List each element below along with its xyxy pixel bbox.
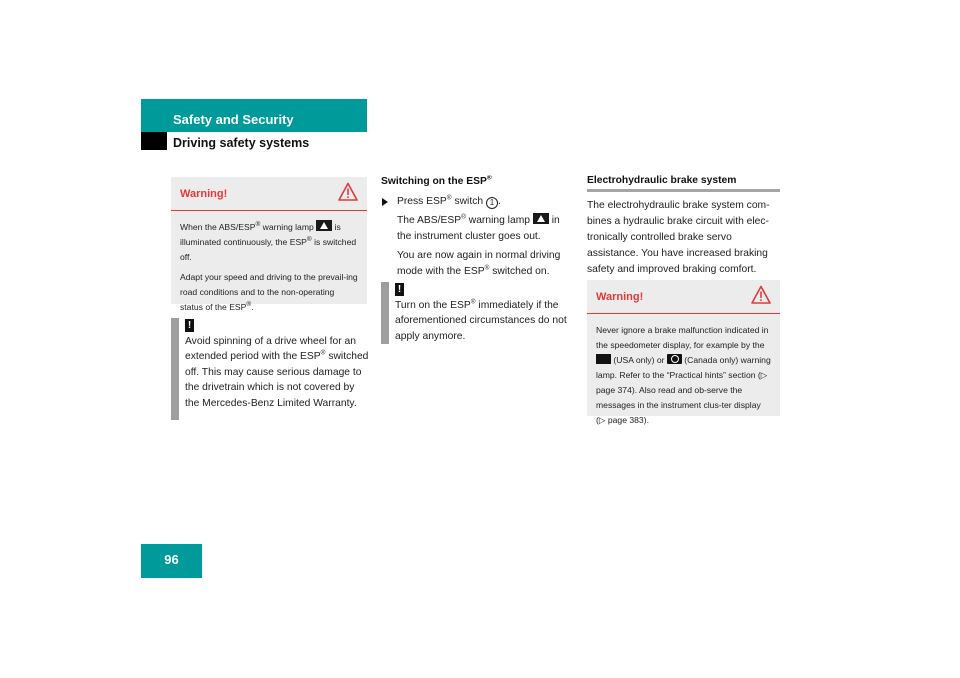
notice-mark-icon: !	[185, 319, 194, 332]
warning-box-esp-off	[171, 177, 367, 312]
warning-header	[171, 177, 367, 211]
warning-paragraph: When the ABS/ESP® warning lamp is illuminated continuously, the ESP® is switched off.	[180, 221, 357, 262]
warning-title: Warning!	[596, 291, 644, 303]
warning-header	[587, 280, 780, 314]
subsection-title: Driving safety systems	[173, 136, 310, 150]
section-heading: Switching on the ESP®	[381, 174, 492, 187]
switch-number-icon: 1	[486, 197, 498, 209]
arrow-bullet-icon	[382, 198, 388, 206]
page-number: 96	[141, 544, 202, 578]
warning-body	[171, 211, 367, 315]
warning-paragraph: Adapt your speed and driving to the prevail-ing road conditions and to the non-operating status of the ESP®.	[180, 272, 358, 312]
section-header	[141, 99, 367, 132]
step-result: You are now again in normal driving mode with the ESP® switched on.	[397, 250, 561, 277]
subsection-marker	[141, 132, 167, 150]
notice-text: Turn on the ESP® immediately if the aforementioned circumstances do not apply anymore.	[395, 298, 567, 342]
warning-triangle-icon	[338, 182, 358, 202]
warning-body	[587, 314, 780, 428]
warning-triangle-icon	[751, 285, 771, 305]
instruction-step	[381, 194, 571, 280]
step-text: Press ESP® switch 1 .	[397, 194, 501, 207]
step-result: The ABS/ESP® warning lamp in the instrument cluster goes out.	[397, 213, 560, 242]
section-heading: Electrohydraulic brake system	[587, 175, 780, 192]
notice-text: Avoid spinning of a drive wheel for an extended period with the ESP® switched off. This may cause serious damage to the drivetrain which is not covered by the Mercedes-Benz Limited Warranty.	[185, 335, 369, 409]
warning-title: Warning!	[180, 188, 228, 200]
page-ref-arrow-icon: ▷	[598, 415, 606, 425]
esp-lamp-icon	[533, 213, 549, 224]
warning-box-brake	[587, 280, 780, 425]
section-title: Safety and Security	[173, 112, 294, 127]
notice-mark-icon: !	[395, 283, 404, 296]
brake-lamp-icon	[596, 354, 611, 364]
abs-lamp-icon	[667, 354, 682, 364]
notice-drivetrain	[171, 318, 371, 420]
warning-paragraph: Never ignore a brake malfunction indicated in the speedometer display, for example by the (USA only) or (Canada only) warning lamp. Refer to the “Practical hints” section (▷ page 374). Also read and ob-serve the messages in the instrument clus-ter display (▷ page 383).	[596, 325, 771, 425]
esp-lamp-icon	[316, 220, 332, 231]
notice-turn-on-esp	[381, 282, 577, 344]
esp-switch-on-section	[381, 174, 571, 283]
brake-system-description: The electrohydraulic brake system com-bines a hydraulic brake circuit with elec-tronically controlled brake servo assistance. You have increased braking safety and improved braking comfort.	[587, 200, 770, 275]
page-ref-arrow-icon: ▷	[760, 370, 768, 380]
